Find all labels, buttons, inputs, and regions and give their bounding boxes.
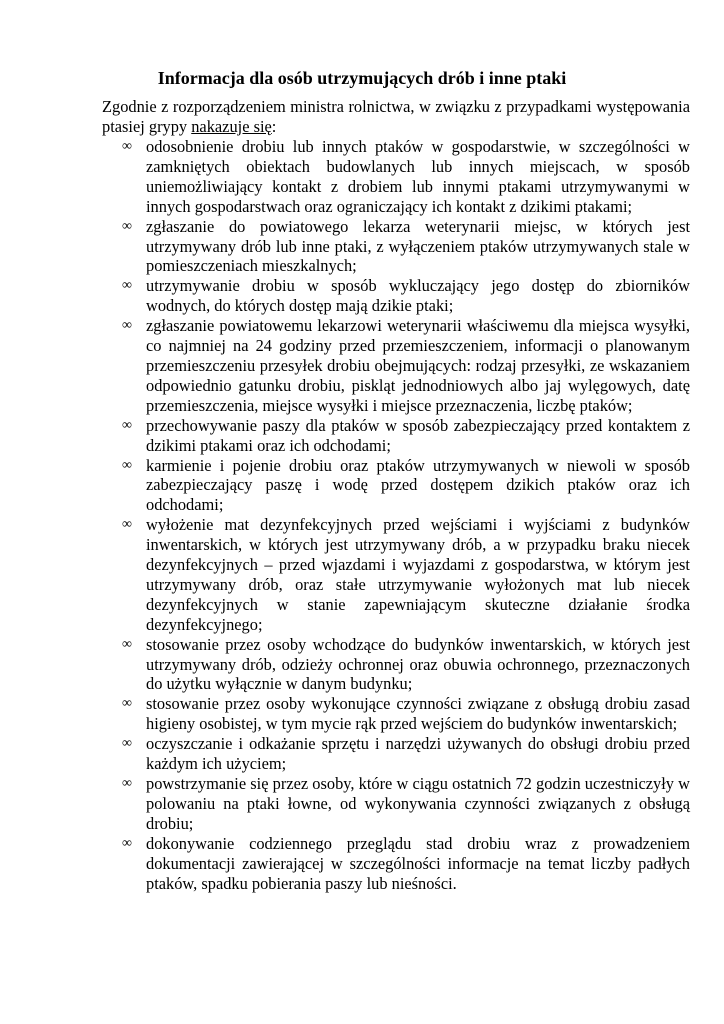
- list-item: [102, 217, 690, 277]
- list-item: [102, 276, 690, 316]
- infinity-bullet-icon: ∞: [122, 318, 132, 334]
- list-item: [102, 316, 690, 416]
- intro-underlined-text: nakazuje się: [191, 116, 272, 136]
- list-item-text: dokonywanie codziennego przeglądu stad drobiu wraz z prowadzeniem dokumentacji zawierającej w szczególności informacje na temat liczby padłych ptaków, spadku pobierania paszy lub nieśności.: [146, 833, 690, 893]
- list-item: [102, 834, 690, 894]
- list-item-text: przechowywanie paszy dla ptaków w sposób zabezpieczający przed kontaktem z dzikimi ptakami oraz ich odchodami;: [146, 415, 690, 455]
- infinity-bullet-icon: ∞: [122, 776, 132, 791]
- document-title: Informacja dla osób utrzymujących drób i inne ptaki: [157, 68, 567, 88]
- list-item-text: wyłożenie mat dezynfekcyjnych przed wejściami i wyjściami z budynków inwentarskich, w których jest utrzymywany drób, a w przypadku braku niecek dezynfekcyjnych – przed wjazdami i wyjazdami z gospodarstwa, w którym jest utrzymywany drób, oraz stałe utrzymywanie wyłożonych mat lub niecek dezynfekcyjnych w stanie zapewniającym skuteczne działanie środka dezynfekcyjnego;: [146, 515, 690, 634]
- intro-colon: :: [271, 116, 277, 136]
- list-item-text: powstrzymanie się przez osoby, które w ciągu ostatnich 72 godzin uczestniczyły w polowaniu na ptaki łowne, od wykonywania czynności związanych z obsługą drobiu;: [146, 774, 690, 833]
- list-item-text: odosobnienie drobiu lub innych ptaków w gospodarstwie, w szczególności w zamkniętych obiektach budowlanych lub innych miejscach, w sposób uniemożliwiający kontakt z drobiem lub innymi ptakami utrzymywanymi w innych gospodarstwach oraz ograniczający ich kontakt z dzikimi ptakami;: [146, 137, 690, 216]
- infinity-bullet-icon: ∞: [122, 417, 132, 433]
- list-item-text: utrzymywanie drobiu w sposób wykluczający jego dostęp do zbiorników wodnych, do których dostęp mają dzikie ptaki;: [146, 276, 690, 316]
- intro-paragraph: [102, 97, 690, 137]
- infinity-bullet-icon: ∞: [122, 218, 132, 234]
- list-item: [102, 137, 690, 217]
- list-item: [102, 635, 690, 695]
- list-item: [102, 694, 690, 734]
- intro-text: Zgodnie z rozporządzeniem ministra rolnictwa, w związku z przypadkami występowania ptasiej grypy: [102, 97, 690, 136]
- list-item: [102, 774, 690, 834]
- infinity-bullet-icon: ∞: [122, 139, 132, 154]
- list-item-text: stosowanie przez osoby wykonujące czynności związane z obsługą drobiu zasad higieny osobistej, w tym mycie rąk przed wejściem do budynków inwentarskich;: [146, 694, 690, 734]
- list-item: [102, 515, 690, 634]
- infinity-bullet-icon: ∞: [122, 736, 132, 752]
- infinity-bullet-icon: ∞: [122, 696, 132, 712]
- list-item-text: zgłaszanie powiatowemu lekarzowi weterynarii właściwemu dla miejsca wysyłki, co najmniej na 24 godziny przed przemieszczeniem, informacji o planowanym przemieszczeniu przesyłek drobiu obejmujących: rodzaj przesyłki, ze wskazaniem odpowiednio gatunku drobiu, piskląt jednodniowych albo jaj wylęgowych, datę przemieszczenia, miejsce wysyłki i miejsce przeznaczenia, liczbę ptaków;: [146, 316, 690, 415]
- list-item: [102, 734, 690, 774]
- list-item-text: oczyszczanie i odkażanie sprzętu i narzędzi używanych do obsługi drobiu przed każdym ich użyciem;: [146, 734, 690, 774]
- infinity-bullet-icon: ∞: [122, 457, 132, 473]
- infinity-bullet-icon: ∞: [122, 517, 132, 533]
- list-item-text: zgłaszanie do powiatowego lekarza weterynarii miejsc, w których jest utrzymywany drób lub inne ptaki, z wyłączeniem ptaków utrzymywanych stale w pomieszczeniach mieszkalnych;: [146, 216, 690, 276]
- list-item-text: karmienie i pojenie drobiu oraz ptaków utrzymywanych w niewoli w sposób zabezpieczający paszę i wodę przed dostępem dzikich ptaków oraz ich odchodami;: [146, 455, 690, 515]
- infinity-bullet-icon: ∞: [122, 636, 132, 652]
- list-item: [102, 416, 690, 456]
- infinity-bullet-icon: ∞: [122, 278, 132, 294]
- list-item: [102, 456, 690, 516]
- infinity-bullet-icon: ∞: [122, 835, 132, 851]
- requirements-list: [102, 137, 690, 893]
- list-item-text: stosowanie przez osoby wchodzące do budynków inwentarskich, w których jest utrzymywany drób, odzieży ochronnej oraz obuwia ochronnego, przeznaczonych do użytku wyłącznie w danym budynku;: [146, 634, 690, 694]
